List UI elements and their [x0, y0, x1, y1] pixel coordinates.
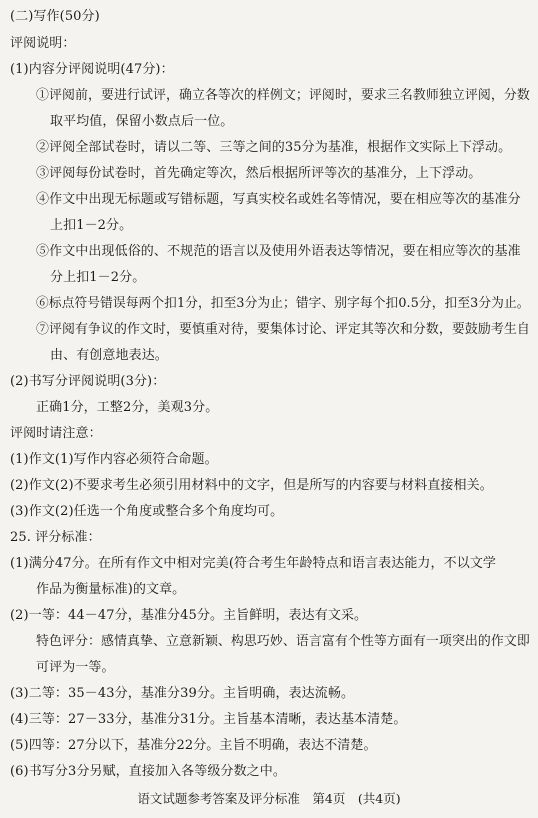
rule-4-line-1: ④作文中出现无标题或写错标题，写真实校名或姓名等情况，要在相应等次的基准分 [36, 192, 521, 207]
rule-2: ②评阅全部试卷时，请以二等、三等之间的35分为基准，根据作文实际上下浮动。 [36, 140, 512, 155]
rule-1-line-1: ①评阅前，要进行试评，确立各等次的样例文；评阅时，要求三名教师独立评阅，分数 [36, 88, 530, 103]
feature-scoring-line-1: 特色评分：感情真挚、立意新颖、构思巧妙、语言富有个性等方面有一项突出的作文即 [36, 634, 530, 649]
page-footer: 语文试题参考答案及评分标准 第4页 (共4页) [137, 791, 401, 806]
content-grading-heading: (1)内容分评阅说明(47分)： [10, 62, 174, 77]
attention-item-2: (2)作文(2)不要求考生必须引用材料中的文字，但是所写的内容要与材料直接相关。 [10, 478, 493, 493]
rule-1-line-2: 取平均值，保留小数点后一位。 [50, 114, 234, 129]
standard-6: (6)书写分3分另赋，直接加入各等级分数之中。 [10, 764, 286, 779]
handwriting-score-detail: 正确1分，工整2分，美观3分。 [36, 400, 219, 415]
handwriting-grading-heading: (2)书写分评阅说明(3分)： [10, 374, 166, 389]
attention-heading: 评阅时请注意： [10, 426, 102, 441]
rule-5-line-1: ⑤作文中出现低俗的、不规范的语言以及使用外语表达等情况，要在相应等次的基准 [36, 244, 521, 259]
rule-6: ⑥标点符号错误每两个扣1分，扣至3分为止；错字、别字每个扣0.5分，扣至3分为止。 [36, 296, 530, 311]
attention-item-1: (1)作文(1)写作内容必须符合命题。 [10, 452, 218, 467]
question-25-heading: 25. 评分标准： [10, 530, 101, 545]
standard-1-line-1: (1)满分47分。在所有作文中相对完美(符合考生年龄特点和语言表达能力，不以文学 [10, 556, 497, 571]
standard-3: (3)二等：35－43分，基准分39分。主旨明确，表达流畅。 [10, 686, 355, 701]
section-heading-writing: (二)写作(50分) [10, 9, 100, 24]
rule-5-line-2: 分上扣1－2分。 [50, 270, 146, 285]
grading-notes-heading: 评阅说明： [10, 36, 76, 51]
attention-item-3: (3)作文(2)任选一个角度或整合多个角度均可。 [10, 504, 284, 519]
feature-scoring-line-2: 可评为一等。 [36, 660, 115, 675]
rule-7-line-2: 由、有创意地表达。 [50, 348, 168, 363]
standard-4: (4)三等：27－33分，基准分31分。主旨基本清晰，表达基本清楚。 [10, 712, 407, 727]
rule-3: ③评阅每份试卷时，首先确定等次，然后根据所评等次的基准分，上下浮动。 [36, 166, 482, 181]
standard-5: (5)四等：27分以下，基准分22分。主旨不明确，表达不清楚。 [10, 738, 377, 753]
standard-1-line-2: 作品为衡量标准)的文章。 [36, 582, 186, 597]
standard-2: (2)一等：44－47分，基准分45分。主旨鲜明，表达有文采。 [10, 608, 368, 623]
rule-4-line-2: 上扣1－2分。 [50, 218, 133, 233]
rule-7-line-1: ⑦评阅有争议的作文时，要慎重对待，要集体讨论、评定其等次和分数，要鼓励考生自 [36, 322, 530, 337]
